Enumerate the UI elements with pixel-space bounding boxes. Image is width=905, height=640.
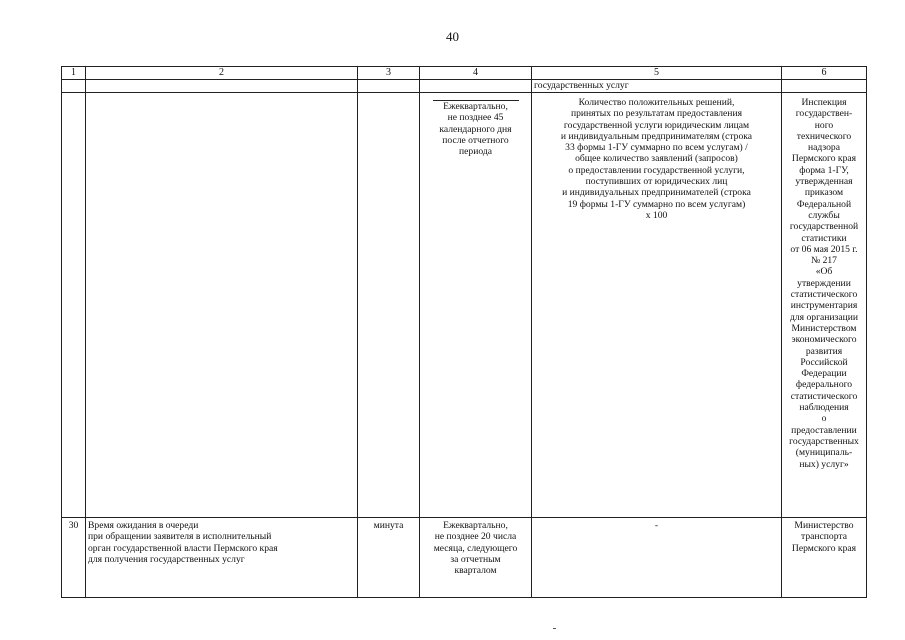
cont-cell-6 — [782, 80, 867, 93]
unit-cell: минута — [358, 518, 420, 598]
column-number-3: 3 — [358, 67, 420, 80]
frequency-cell: Ежеквартально, не позднее 20 числа месяца, следующего за отчетным кварталом — [420, 518, 532, 598]
source-cell — [782, 93, 867, 518]
column-number-row — [62, 67, 867, 80]
unit-cell — [358, 93, 420, 518]
column-number-2: 2 — [86, 67, 358, 80]
continuation-row — [62, 80, 867, 93]
scan-speck — [553, 628, 556, 629]
source-cell: Министерство транспорта Пермского края — [782, 518, 867, 598]
page-number: 40 — [446, 29, 459, 44]
source-text: Инспекция государствен- ного технического надзора Пермского края форма 1-ГУ, утвержденная приказом Федеральной службы государственной статистики от 06 мая 2015 г. № 217 «Об утверждении статистического инструментария для организации Министерством экономического развития Российской Федерации федерального статистического наблюдения о предоставлении государственных (муниципаль- ных) услуг» — [789, 97, 859, 470]
formula-text: Количество положительных решений, принятых по результатам предоставления государственной услуги юридическим лицам и индивидуальным предпринимателям (строка 33 формы 1-ГУ суммарно по всем услугам) / общее количество заявлений (запросов) о предоставлении государственной услуги, поступивших от юридических лиц и индивидуальных предпринимателей (строка 19 формы 1-ГУ суммарно по всем услугам) х 100 — [560, 97, 753, 221]
column-number-5: 5 — [532, 67, 782, 80]
frequency-cell — [420, 93, 532, 518]
formula-cell: - — [532, 518, 782, 598]
indicator-name-cell — [86, 93, 358, 518]
cont-cell-4 — [420, 80, 532, 93]
table-row — [62, 93, 867, 518]
column-number-6: 6 — [782, 67, 867, 80]
table-row — [62, 518, 867, 598]
row-number-cell — [62, 93, 86, 518]
cont-cell-1 — [62, 80, 86, 93]
formula-cell — [532, 93, 782, 518]
cont-cell-5: государственных услуг — [532, 80, 782, 93]
frequency-text: Ежеквартально, не позднее 45 календарного дня после отчетного периода — [439, 101, 512, 158]
row-number-cell: 30 — [62, 518, 86, 598]
column-number-1: 1 — [62, 67, 86, 80]
indicators-table — [61, 66, 867, 598]
indicator-name-cell: Время ожидания в очереди при обращении заявителя в исполнительный орган государственной власти Пермского края для получения государственных услуг — [86, 518, 358, 598]
cont-cell-3 — [358, 80, 420, 93]
column-number-4: 4 — [420, 67, 532, 80]
cont-cell-2 — [86, 80, 358, 93]
